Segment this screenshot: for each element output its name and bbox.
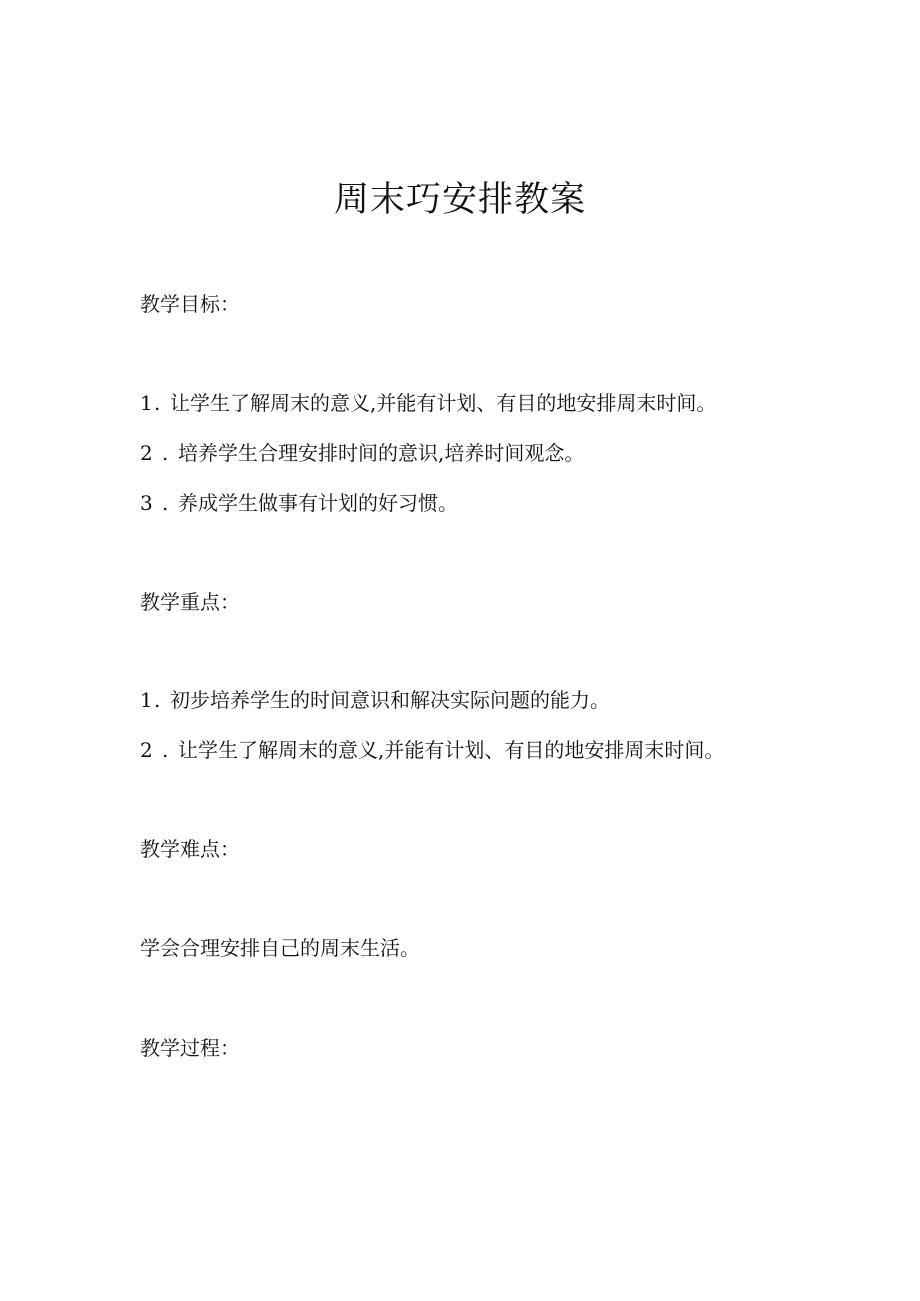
list-item xyxy=(140,438,860,468)
document-title: 周末巧安排教案 xyxy=(333,180,586,220)
list-item xyxy=(140,735,860,765)
list-item-text: 初步培养学生的时间意识和解决实际问题的能力。 xyxy=(170,688,610,712)
list-item-number: 2 xyxy=(140,441,153,465)
list-item-separator: . xyxy=(162,738,169,762)
list-item xyxy=(140,388,860,418)
section-heading-process: 教学过程： xyxy=(140,1036,240,1060)
list-item-number: 1 xyxy=(140,688,153,712)
list-item-number: 1 xyxy=(140,391,153,415)
list-item-text: 让学生了解周末的意义,并能有计划、有目的地安排周末时间。 xyxy=(178,738,725,762)
list-item-separator: . xyxy=(154,688,161,712)
list-item-separator: . xyxy=(162,491,169,515)
list-item xyxy=(140,685,860,715)
list-item-separator: . xyxy=(162,441,169,465)
list-item-separator: . xyxy=(154,391,161,415)
list-item-text: 让学生了解周末的意义,并能有计划、有目的地安排周末时间。 xyxy=(170,391,717,415)
section-heading-difficulties: 教学难点： xyxy=(140,837,240,861)
section-heading-objectives: 教学目标： xyxy=(140,292,240,316)
list-item xyxy=(140,488,860,518)
list-item-text: 培养学生合理安排时间的意识,培养时间观念。 xyxy=(178,441,585,465)
list-item-text: 养成学生做事有计划的好习惯。 xyxy=(178,491,458,515)
list-item-number: 3 xyxy=(140,491,153,515)
list-item-number: 2 xyxy=(140,738,153,762)
section-body-difficulties: 学会合理安排自己的周末生活。 xyxy=(140,936,420,960)
section-heading-key-points: 教学重点： xyxy=(140,590,240,614)
